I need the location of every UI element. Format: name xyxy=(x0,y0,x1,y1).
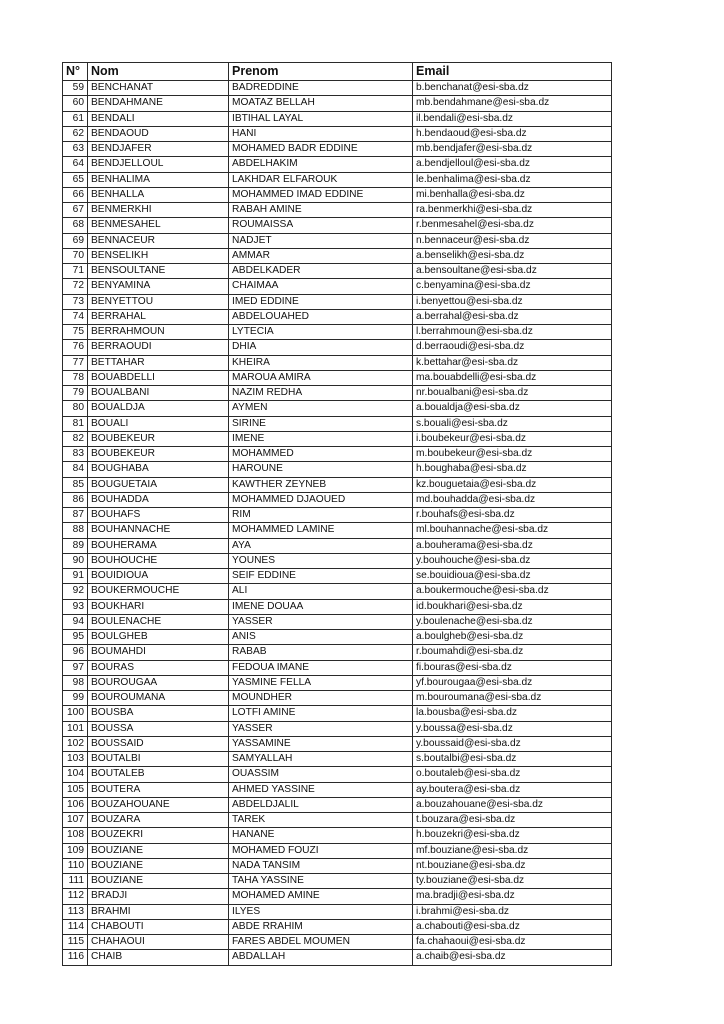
table-row xyxy=(63,157,612,172)
row-number: 89 xyxy=(63,538,88,553)
email-cell: h.boughaba@esi-sba.dz xyxy=(413,462,612,477)
first-name-cell: MOHAMED BADR EDDINE xyxy=(229,142,413,157)
first-name-cell: MOHAMMED DJAOUED xyxy=(229,492,413,507)
email-cell: s.boutalbi@esi-sba.dz xyxy=(413,752,612,767)
table-row xyxy=(63,325,612,340)
email-cell: md.bouhadda@esi-sba.dz xyxy=(413,492,612,507)
first-name-cell: ABDELKADER xyxy=(229,264,413,279)
email-cell: d.berraoudi@esi-sba.dz xyxy=(413,340,612,355)
column-header-email: Email xyxy=(413,63,612,81)
row-number: 112 xyxy=(63,889,88,904)
table-row xyxy=(63,660,612,675)
table-row xyxy=(63,294,612,309)
first-name-cell: MAROUA AMIRA xyxy=(229,370,413,385)
row-number: 63 xyxy=(63,142,88,157)
email-cell: le.benhalima@esi-sba.dz xyxy=(413,172,612,187)
row-number: 108 xyxy=(63,828,88,843)
table-row xyxy=(63,187,612,202)
first-name-cell: ALI xyxy=(229,584,413,599)
first-name-cell: YASSER xyxy=(229,614,413,629)
first-name-cell: HANI xyxy=(229,126,413,141)
table-row xyxy=(63,645,612,660)
last-name-cell: BOUZAHOUANE xyxy=(88,797,229,812)
table-row xyxy=(63,874,612,889)
table-row xyxy=(63,828,612,843)
table-row xyxy=(63,279,612,294)
row-number: 83 xyxy=(63,447,88,462)
table-row xyxy=(63,416,612,431)
last-name-cell: BOUMAHDI xyxy=(88,645,229,660)
email-cell: h.bendaoud@esi-sba.dz xyxy=(413,126,612,141)
last-name-cell: BOUZIANE xyxy=(88,843,229,858)
first-name-cell: DHIA xyxy=(229,340,413,355)
first-name-cell: MOHAMMED LAMINE xyxy=(229,523,413,538)
row-number: 105 xyxy=(63,782,88,797)
email-cell: h.bouzekri@esi-sba.dz xyxy=(413,828,612,843)
table-row xyxy=(63,111,612,126)
last-name-cell: BOUHAFS xyxy=(88,508,229,523)
last-name-cell: BENSELIKH xyxy=(88,248,229,263)
table-row xyxy=(63,797,612,812)
row-number: 104 xyxy=(63,767,88,782)
email-cell: ra.benmerkhi@esi-sba.dz xyxy=(413,203,612,218)
first-name-cell: IBTIHAL LAYAL xyxy=(229,111,413,126)
first-name-cell: RIM xyxy=(229,508,413,523)
row-number: 100 xyxy=(63,706,88,721)
first-name-cell: ABDELHAKIM xyxy=(229,157,413,172)
email-cell: a.boulgheb@esi-sba.dz xyxy=(413,630,612,645)
email-cell: mi.benhalla@esi-sba.dz xyxy=(413,187,612,202)
first-name-cell: NADA TANSIM xyxy=(229,858,413,873)
email-cell: y.boussaid@esi-sba.dz xyxy=(413,736,612,751)
table-row xyxy=(63,569,612,584)
row-number: 107 xyxy=(63,813,88,828)
row-number: 86 xyxy=(63,492,88,507)
first-name-cell: ABDALLAH xyxy=(229,950,413,965)
last-name-cell: BERRAHMOUN xyxy=(88,325,229,340)
table-row xyxy=(63,630,612,645)
email-cell: ay.boutera@esi-sba.dz xyxy=(413,782,612,797)
last-name-cell: BOUALBANI xyxy=(88,386,229,401)
email-cell: a.bensoultane@esi-sba.dz xyxy=(413,264,612,279)
row-number: 98 xyxy=(63,675,88,690)
student-email-table xyxy=(62,62,612,966)
table-row xyxy=(63,309,612,324)
row-number: 88 xyxy=(63,523,88,538)
table-row xyxy=(63,81,612,96)
first-name-cell: TAREK xyxy=(229,813,413,828)
table-row xyxy=(63,248,612,263)
table-row xyxy=(63,126,612,141)
row-number: 85 xyxy=(63,477,88,492)
first-name-cell: NADJET xyxy=(229,233,413,248)
last-name-cell: BOUGUETAIA xyxy=(88,477,229,492)
first-name-cell: MOHAMMED IMAD EDDINE xyxy=(229,187,413,202)
last-name-cell: BOUTALBI xyxy=(88,752,229,767)
table-row xyxy=(63,553,612,568)
table-row xyxy=(63,538,612,553)
email-cell: t.bouzara@esi-sba.dz xyxy=(413,813,612,828)
first-name-cell: RABAH AMINE xyxy=(229,203,413,218)
email-cell: s.bouali@esi-sba.dz xyxy=(413,416,612,431)
table-row xyxy=(63,843,612,858)
last-name-cell: BOUKERMOUCHE xyxy=(88,584,229,599)
first-name-cell: KHEIRA xyxy=(229,355,413,370)
last-name-cell: BENDAHMANE xyxy=(88,96,229,111)
first-name-cell: IMENE DOUAA xyxy=(229,599,413,614)
last-name-cell: BOUIDIOUA xyxy=(88,569,229,584)
last-name-cell: BOUROUMANA xyxy=(88,691,229,706)
row-number: 62 xyxy=(63,126,88,141)
last-name-cell: BRAHMI xyxy=(88,904,229,919)
last-name-cell: BENSOULTANE xyxy=(88,264,229,279)
first-name-cell: MOUNDHER xyxy=(229,691,413,706)
table-row xyxy=(63,721,612,736)
table-row xyxy=(63,477,612,492)
row-number: 101 xyxy=(63,721,88,736)
header-row xyxy=(63,63,612,81)
row-number: 65 xyxy=(63,172,88,187)
row-number: 103 xyxy=(63,752,88,767)
row-number: 78 xyxy=(63,370,88,385)
email-cell: la.bousba@esi-sba.dz xyxy=(413,706,612,721)
table-row xyxy=(63,919,612,934)
email-cell: id.boukhari@esi-sba.dz xyxy=(413,599,612,614)
email-cell: yf.bourougaa@esi-sba.dz xyxy=(413,675,612,690)
row-number: 93 xyxy=(63,599,88,614)
last-name-cell: BENDAOUD xyxy=(88,126,229,141)
row-number: 64 xyxy=(63,157,88,172)
first-name-cell: SEIF EDDINE xyxy=(229,569,413,584)
row-number: 95 xyxy=(63,630,88,645)
first-name-cell: FEDOUA IMANE xyxy=(229,660,413,675)
table-row xyxy=(63,904,612,919)
first-name-cell: IMED EDDINE xyxy=(229,294,413,309)
email-cell: n.bennaceur@esi-sba.dz xyxy=(413,233,612,248)
first-name-cell: BADREDDINE xyxy=(229,81,413,96)
first-name-cell: SIRINE xyxy=(229,416,413,431)
table-row xyxy=(63,813,612,828)
table-row xyxy=(63,736,612,751)
row-number: 72 xyxy=(63,279,88,294)
last-name-cell: BOUHADDA xyxy=(88,492,229,507)
first-name-cell: YOUNES xyxy=(229,553,413,568)
row-number: 114 xyxy=(63,919,88,934)
first-name-cell: RABAB xyxy=(229,645,413,660)
table-row xyxy=(63,675,612,690)
email-cell: c.benyamina@esi-sba.dz xyxy=(413,279,612,294)
last-name-cell: BOUZIANE xyxy=(88,858,229,873)
row-number: 70 xyxy=(63,248,88,263)
email-cell: k.bettahar@esi-sba.dz xyxy=(413,355,612,370)
row-number: 90 xyxy=(63,553,88,568)
first-name-cell: CHAIMAA xyxy=(229,279,413,294)
first-name-cell: KAWTHER ZEYNEB xyxy=(229,477,413,492)
first-name-cell: OUASSIM xyxy=(229,767,413,782)
table-row xyxy=(63,752,612,767)
first-name-cell: MOHAMED FOUZI xyxy=(229,843,413,858)
last-name-cell: BOUROUGAA xyxy=(88,675,229,690)
email-cell: fa.chahaoui@esi-sba.dz xyxy=(413,935,612,950)
table-row xyxy=(63,462,612,477)
last-name-cell: BOUZEKRI xyxy=(88,828,229,843)
email-cell: ml.bouhannache@esi-sba.dz xyxy=(413,523,612,538)
first-name-cell: ABDELOUAHED xyxy=(229,309,413,324)
email-cell: a.boukermouche@esi-sba.dz xyxy=(413,584,612,599)
row-number: 71 xyxy=(63,264,88,279)
last-name-cell: BOUALI xyxy=(88,416,229,431)
last-name-cell: BOUHANNACHE xyxy=(88,523,229,538)
last-name-cell: BENHALLA xyxy=(88,187,229,202)
table-row xyxy=(63,950,612,965)
row-number: 60 xyxy=(63,96,88,111)
last-name-cell: BOUGHABA xyxy=(88,462,229,477)
email-cell: a.chabouti@esi-sba.dz xyxy=(413,919,612,934)
row-number: 80 xyxy=(63,401,88,416)
last-name-cell: BERRAOUDI xyxy=(88,340,229,355)
last-name-cell: BOUABDELLI xyxy=(88,370,229,385)
table-row xyxy=(63,264,612,279)
first-name-cell: HAROUNE xyxy=(229,462,413,477)
email-cell: kz.bouguetaia@esi-sba.dz xyxy=(413,477,612,492)
first-name-cell: TAHA YASSINE xyxy=(229,874,413,889)
table-row xyxy=(63,767,612,782)
first-name-cell: LOTFI AMINE xyxy=(229,706,413,721)
last-name-cell: BOUALDJA xyxy=(88,401,229,416)
last-name-cell: BOUTALEB xyxy=(88,767,229,782)
table-row xyxy=(63,370,612,385)
email-cell: mf.bouziane@esi-sba.dz xyxy=(413,843,612,858)
table-row xyxy=(63,172,612,187)
last-name-cell: CHAIB xyxy=(88,950,229,965)
email-cell: a.bendjelloul@esi-sba.dz xyxy=(413,157,612,172)
last-name-cell: BENDALI xyxy=(88,111,229,126)
table-row xyxy=(63,782,612,797)
row-number: 67 xyxy=(63,203,88,218)
row-number: 97 xyxy=(63,660,88,675)
email-cell: r.boumahdi@esi-sba.dz xyxy=(413,645,612,660)
first-name-cell: YASSAMINE xyxy=(229,736,413,751)
row-number: 106 xyxy=(63,797,88,812)
first-name-cell: ROUMAISSA xyxy=(229,218,413,233)
table-row xyxy=(63,386,612,401)
last-name-cell: BOUBEKEUR xyxy=(88,431,229,446)
row-number: 59 xyxy=(63,81,88,96)
document-page xyxy=(62,62,611,966)
first-name-cell: AYMEN xyxy=(229,401,413,416)
table-row xyxy=(63,401,612,416)
email-cell: mb.bendahmane@esi-sba.dz xyxy=(413,96,612,111)
first-name-cell: LYTECIA xyxy=(229,325,413,340)
row-number: 69 xyxy=(63,233,88,248)
email-cell: a.bouherama@esi-sba.dz xyxy=(413,538,612,553)
email-cell: a.boualdja@esi-sba.dz xyxy=(413,401,612,416)
email-cell: y.boulenache@esi-sba.dz xyxy=(413,614,612,629)
last-name-cell: BOUZIANE xyxy=(88,874,229,889)
row-number: 77 xyxy=(63,355,88,370)
row-number: 84 xyxy=(63,462,88,477)
row-number: 66 xyxy=(63,187,88,202)
last-name-cell: BOUTERA xyxy=(88,782,229,797)
row-number: 102 xyxy=(63,736,88,751)
first-name-cell: MOHAMMED xyxy=(229,447,413,462)
email-cell: nr.boualbani@esi-sba.dz xyxy=(413,386,612,401)
row-number: 81 xyxy=(63,416,88,431)
last-name-cell: BOUSSAID xyxy=(88,736,229,751)
email-cell: i.brahmi@esi-sba.dz xyxy=(413,904,612,919)
first-name-cell: ILYES xyxy=(229,904,413,919)
first-name-cell: ANIS xyxy=(229,630,413,645)
last-name-cell: BOUBEKEUR xyxy=(88,447,229,462)
email-cell: o.boutaleb@esi-sba.dz xyxy=(413,767,612,782)
row-number: 76 xyxy=(63,340,88,355)
row-number: 115 xyxy=(63,935,88,950)
row-number: 109 xyxy=(63,843,88,858)
last-name-cell: BENYAMINA xyxy=(88,279,229,294)
row-number: 94 xyxy=(63,614,88,629)
email-cell: a.bouzahouane@esi-sba.dz xyxy=(413,797,612,812)
email-cell: y.bouhouche@esi-sba.dz xyxy=(413,553,612,568)
email-cell: i.benyettou@esi-sba.dz xyxy=(413,294,612,309)
column-header-prenom: Prenom xyxy=(229,63,413,81)
row-number: 96 xyxy=(63,645,88,660)
email-cell: a.berrahal@esi-sba.dz xyxy=(413,309,612,324)
first-name-cell: ABDELDJALIL xyxy=(229,797,413,812)
email-cell: ty.bouziane@esi-sba.dz xyxy=(413,874,612,889)
row-number: 82 xyxy=(63,431,88,446)
table-row xyxy=(63,355,612,370)
first-name-cell: SAMYALLAH xyxy=(229,752,413,767)
table-row xyxy=(63,599,612,614)
last-name-cell: BENDJELLOUL xyxy=(88,157,229,172)
first-name-cell: YASSER xyxy=(229,721,413,736)
email-cell: il.bendali@esi-sba.dz xyxy=(413,111,612,126)
email-cell: fi.bouras@esi-sba.dz xyxy=(413,660,612,675)
email-cell: y.boussa@esi-sba.dz xyxy=(413,721,612,736)
row-number: 75 xyxy=(63,325,88,340)
email-cell: m.boubekeur@esi-sba.dz xyxy=(413,447,612,462)
last-name-cell: BENMESAHEL xyxy=(88,218,229,233)
table-row xyxy=(63,340,612,355)
email-cell: se.bouidioua@esi-sba.dz xyxy=(413,569,612,584)
table-row xyxy=(63,492,612,507)
email-cell: a.chaib@esi-sba.dz xyxy=(413,950,612,965)
row-number: 110 xyxy=(63,858,88,873)
table-body xyxy=(63,81,612,966)
email-cell: b.benchanat@esi-sba.dz xyxy=(413,81,612,96)
last-name-cell: CHAHAOUI xyxy=(88,935,229,950)
email-cell: r.bouhafs@esi-sba.dz xyxy=(413,508,612,523)
table-row xyxy=(63,233,612,248)
column-header-nom: Nom xyxy=(88,63,229,81)
last-name-cell: BOUSBA xyxy=(88,706,229,721)
email-cell: ma.bradji@esi-sba.dz xyxy=(413,889,612,904)
last-name-cell: BOURAS xyxy=(88,660,229,675)
table-row xyxy=(63,508,612,523)
first-name-cell: HANANE xyxy=(229,828,413,843)
email-cell: ma.bouabdelli@esi-sba.dz xyxy=(413,370,612,385)
email-cell: nt.bouziane@esi-sba.dz xyxy=(413,858,612,873)
table-row xyxy=(63,447,612,462)
last-name-cell: BOUHOUCHE xyxy=(88,553,229,568)
last-name-cell: BENYETTOU xyxy=(88,294,229,309)
email-cell: m.bouroumana@esi-sba.dz xyxy=(413,691,612,706)
table-row xyxy=(63,935,612,950)
row-number: 73 xyxy=(63,294,88,309)
first-name-cell: IMENE xyxy=(229,431,413,446)
row-number: 79 xyxy=(63,386,88,401)
first-name-cell: AMMAR xyxy=(229,248,413,263)
first-name-cell: YASMINE FELLA xyxy=(229,675,413,690)
first-name-cell: MOHAMED AMINE xyxy=(229,889,413,904)
table-row xyxy=(63,691,612,706)
last-name-cell: BERRAHAL xyxy=(88,309,229,324)
last-name-cell: BOULGHEB xyxy=(88,630,229,645)
row-number: 113 xyxy=(63,904,88,919)
first-name-cell: AYA xyxy=(229,538,413,553)
last-name-cell: BOUSSA xyxy=(88,721,229,736)
table-row xyxy=(63,858,612,873)
table-row xyxy=(63,889,612,904)
email-cell: l.berrahmoun@esi-sba.dz xyxy=(413,325,612,340)
last-name-cell: BETTAHAR xyxy=(88,355,229,370)
row-number: 87 xyxy=(63,508,88,523)
row-number: 61 xyxy=(63,111,88,126)
email-cell: mb.bendjafer@esi-sba.dz xyxy=(413,142,612,157)
row-number: 74 xyxy=(63,309,88,324)
table-row xyxy=(63,584,612,599)
email-cell: a.benselikh@esi-sba.dz xyxy=(413,248,612,263)
table-row xyxy=(63,706,612,721)
table-row xyxy=(63,203,612,218)
last-name-cell: BRADJI xyxy=(88,889,229,904)
table-row xyxy=(63,431,612,446)
last-name-cell: BENCHANAT xyxy=(88,81,229,96)
first-name-cell: AHMED YASSINE xyxy=(229,782,413,797)
row-number: 68 xyxy=(63,218,88,233)
row-number: 91 xyxy=(63,569,88,584)
last-name-cell: BOUHERAMA xyxy=(88,538,229,553)
last-name-cell: BENHALIMA xyxy=(88,172,229,187)
row-number: 111 xyxy=(63,874,88,889)
table-row xyxy=(63,142,612,157)
table-row xyxy=(63,96,612,111)
last-name-cell: BENDJAFER xyxy=(88,142,229,157)
first-name-cell: MOATAZ BELLAH xyxy=(229,96,413,111)
column-header-number: N° xyxy=(63,63,88,81)
last-name-cell: BENNACEUR xyxy=(88,233,229,248)
last-name-cell: BOUKHARI xyxy=(88,599,229,614)
first-name-cell: NAZIM REDHA xyxy=(229,386,413,401)
row-number: 116 xyxy=(63,950,88,965)
last-name-cell: BOULENACHE xyxy=(88,614,229,629)
email-cell: r.benmesahel@esi-sba.dz xyxy=(413,218,612,233)
last-name-cell: CHABOUTI xyxy=(88,919,229,934)
first-name-cell: FARES ABDEL MOUMEN xyxy=(229,935,413,950)
row-number: 92 xyxy=(63,584,88,599)
last-name-cell: BENMERKHI xyxy=(88,203,229,218)
first-name-cell: ABDE RRAHIM xyxy=(229,919,413,934)
email-cell: i.boubekeur@esi-sba.dz xyxy=(413,431,612,446)
last-name-cell: BOUZARA xyxy=(88,813,229,828)
first-name-cell: LAKHDAR ELFAROUK xyxy=(229,172,413,187)
table-row xyxy=(63,218,612,233)
row-number: 99 xyxy=(63,691,88,706)
table-row xyxy=(63,614,612,629)
table-row xyxy=(63,523,612,538)
